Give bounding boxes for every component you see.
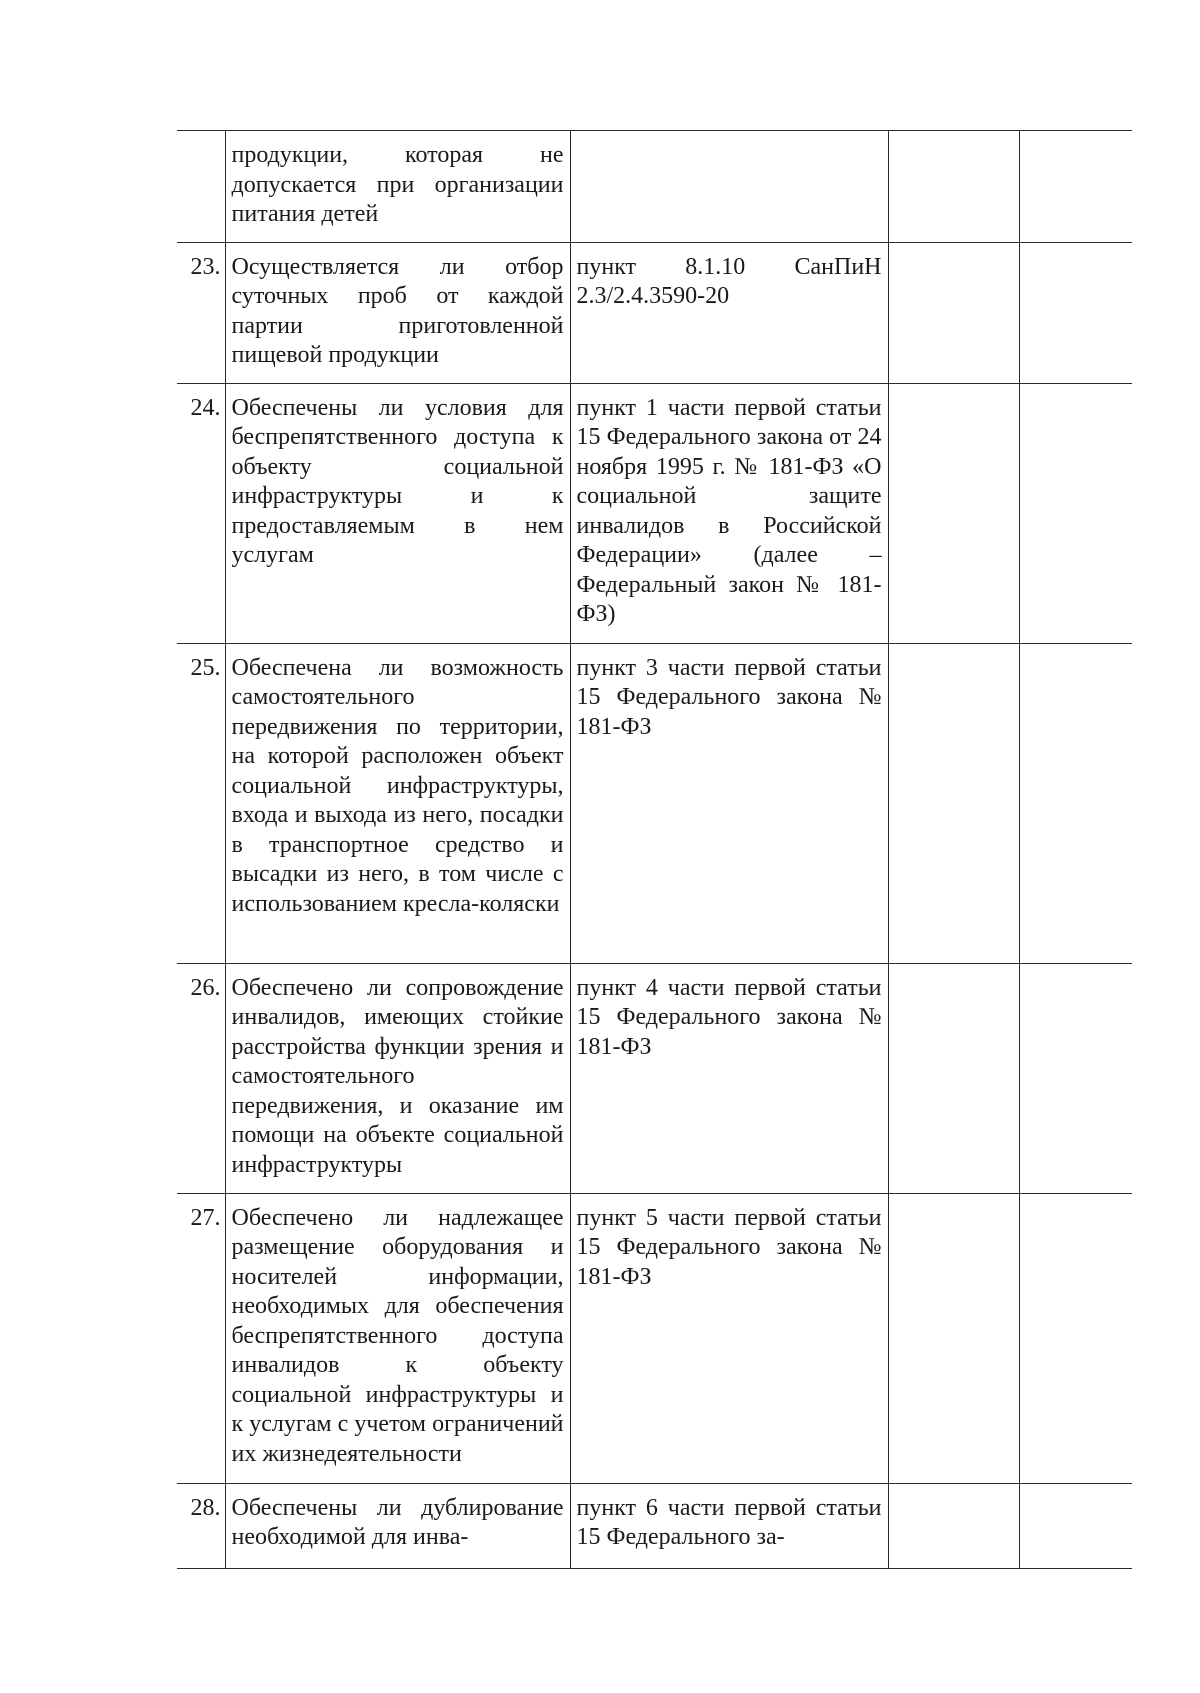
row-answer-cell — [888, 643, 1019, 963]
row-answer-cell — [888, 1483, 1019, 1568]
table-row — [177, 131, 1132, 243]
table-row — [177, 1483, 1132, 1568]
row-number: 24. — [177, 383, 225, 643]
row-question: продукции, которая не допускается при организации питания детей — [225, 131, 570, 243]
row-answer-cell — [888, 131, 1019, 243]
row-note-cell — [1019, 131, 1132, 243]
row-reference: пункт 6 части первой статьи 15 Федерального за- — [570, 1483, 888, 1568]
row-note-cell — [1019, 383, 1132, 643]
row-number — [177, 131, 225, 243]
table-row — [177, 963, 1132, 1193]
row-reference: пункт 5 части первой статьи 15 Федерального закона № 181-ФЗ — [570, 1193, 888, 1483]
row-number: 27. — [177, 1193, 225, 1483]
row-question: Обеспечена ли возможность самостоятельного передвижения по территории, на которой расположен объект социальной инфраструктуры, входа и выхода из него, посадки в транспортное средство и высадки из него, в том числе с использованием кресла-коляски — [225, 643, 570, 963]
row-answer-cell — [888, 1193, 1019, 1483]
row-number: 26. — [177, 963, 225, 1193]
row-reference: пункт 3 части первой статьи 15 Федерального закона № 181-ФЗ — [570, 643, 888, 963]
row-reference: пункт 8.1.10 СанПиН 2.3/2.4.3590-20 — [570, 242, 888, 383]
row-answer-cell — [888, 963, 1019, 1193]
row-question: Осуществляется ли отбор суточных проб от каждой партии приготовленной пищевой продукции — [225, 242, 570, 383]
table-row — [177, 643, 1132, 963]
row-note-cell — [1019, 242, 1132, 383]
row-note-cell — [1019, 1193, 1132, 1483]
row-reference: пункт 4 части первой статьи 15 Федерального закона № 181-ФЗ — [570, 963, 888, 1193]
row-answer-cell — [888, 383, 1019, 643]
row-reference — [570, 131, 888, 243]
row-reference: пункт 1 части первой статьи 15 Федерального закона от 24 ноября 1995 г. № 181-ФЗ «О социальной защите инвалидов в Российской Федерации» (далее – Федеральный закон № 181-ФЗ) — [570, 383, 888, 643]
row-question: Обеспечены ли дублирование необходимой для инва- — [225, 1483, 570, 1568]
row-number: 25. — [177, 643, 225, 963]
row-note-cell — [1019, 1483, 1132, 1568]
row-question: Обеспечены ли условия для беспрепятственного доступа к объекту социальной инфраструктуры и к предоставляемым в нем услугам — [225, 383, 570, 643]
row-answer-cell — [888, 242, 1019, 383]
row-number: 23. — [177, 242, 225, 383]
row-number: 28. — [177, 1483, 225, 1568]
table-row — [177, 383, 1132, 643]
row-note-cell — [1019, 963, 1132, 1193]
table-row — [177, 242, 1132, 383]
row-question: Обеспечено ли сопровождение инвалидов, имеющих стойкие расстройства функции зрения и самостоятельного передвижения, и оказание им помощи на объекте социальной инфраструктуры — [225, 963, 570, 1193]
row-question: Обеспечено ли надлежащее размещение оборудования и носителей информации, необходимых для обеспечения беспрепятственного доступа инвалидов к объекту социальной инфраструктуры и к услугам с учетом ограничений их жизнедеятельности — [225, 1193, 570, 1483]
row-note-cell — [1019, 643, 1132, 963]
checklist-table — [177, 130, 1132, 1569]
table-row — [177, 1193, 1132, 1483]
